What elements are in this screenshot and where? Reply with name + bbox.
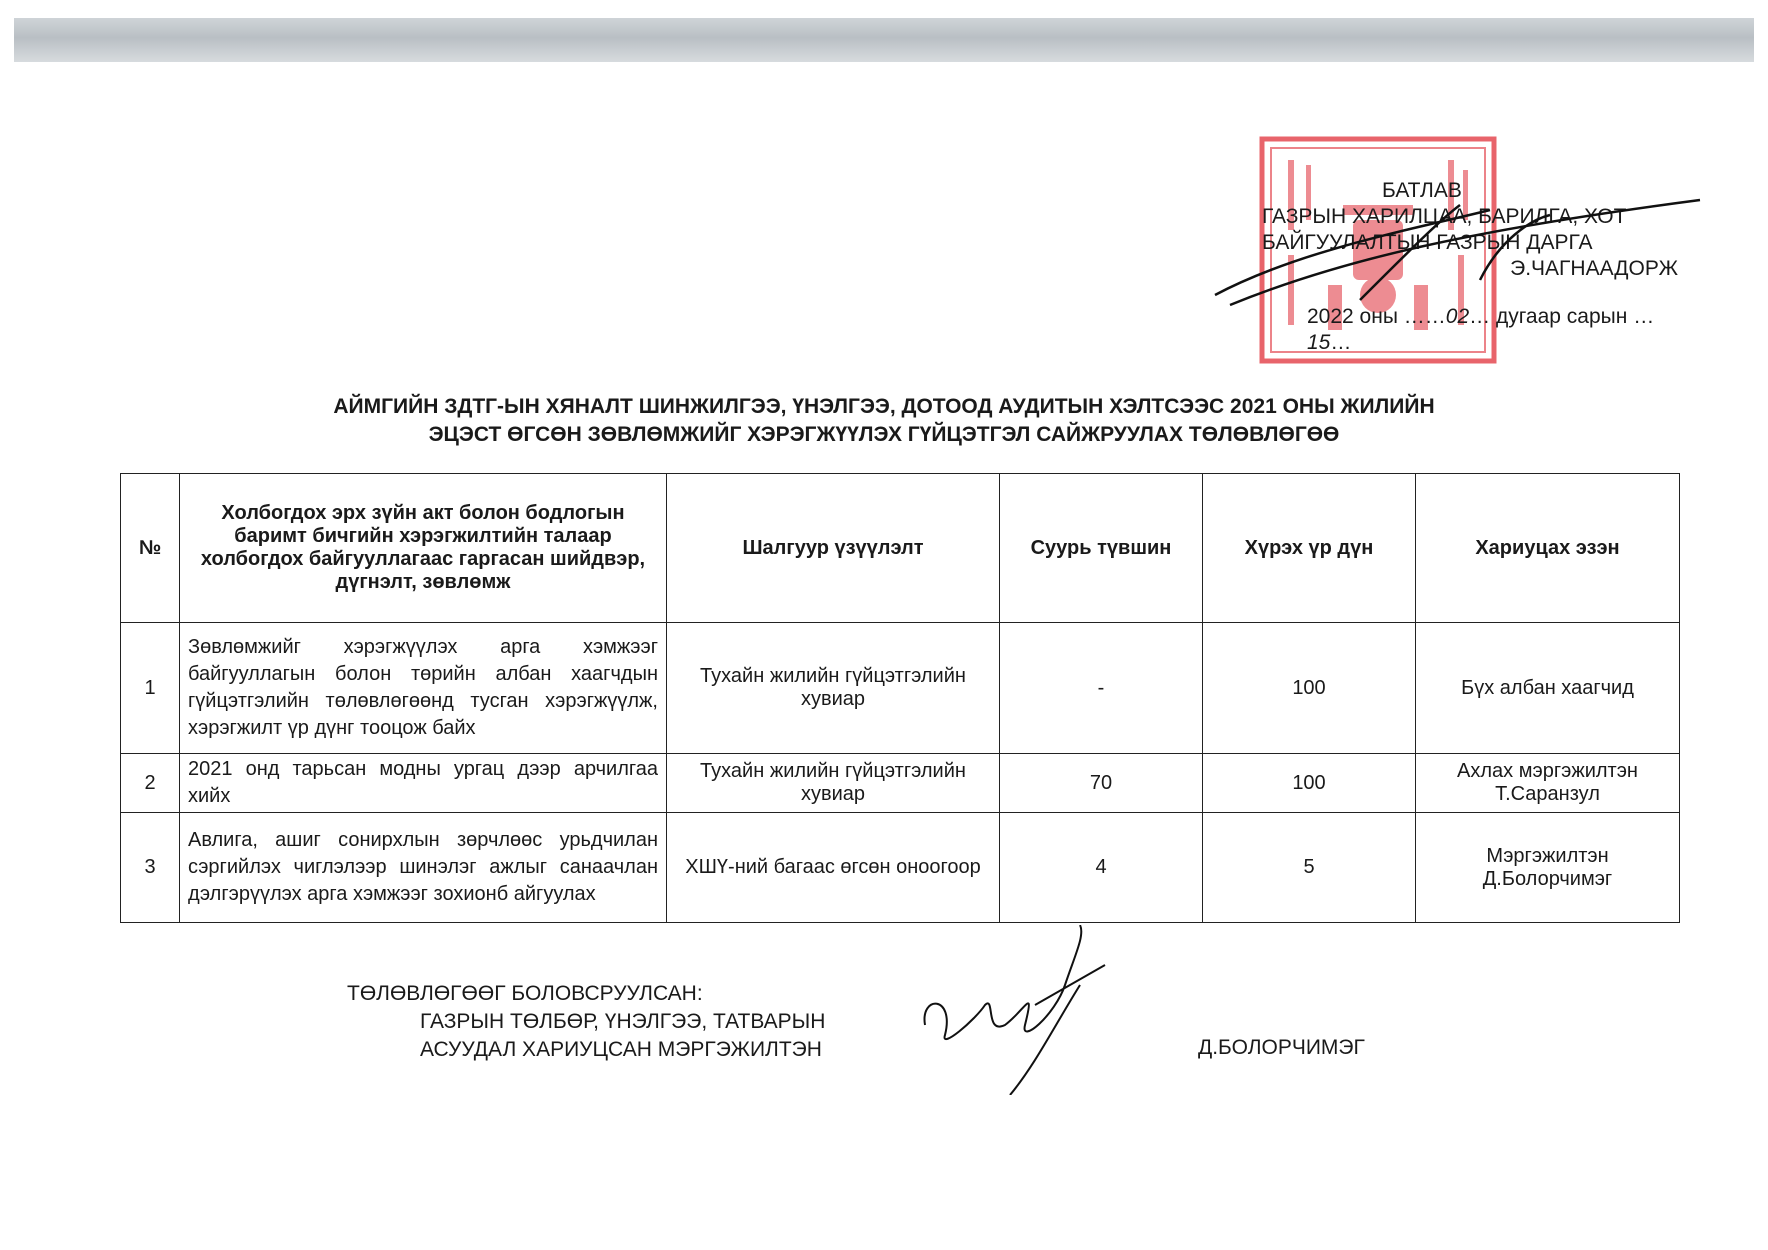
preparer-position-line2: АСУУДАЛ ХАРИУЦСАН МЭРГЭЖИЛТЭН <box>420 1038 822 1061</box>
cell-criteria: Тухайн жилийн гүйцэтгэлийн хувиар <box>667 754 1000 813</box>
preparer-position-line1: ГАЗРЫН ТӨЛБӨР, ҮНЭЛГЭЭ, ТАТВАРЫН <box>420 1010 826 1033</box>
cell-responsible: Бүх албан хаагчид <box>1416 623 1680 754</box>
approval-heading: БАТЛАВ <box>1382 179 1462 202</box>
cell-responsible: Ахлах мэргэжилтэн Т.Саранзул <box>1416 754 1680 813</box>
cell-recommendation: 2021 онд тарьсан модны ургац дээр арчилгаа хийх <box>180 754 667 813</box>
cell-target: 5 <box>1203 813 1416 923</box>
cell-recommendation: Зөвлөмжийг хэрэгжүүлэх арга хэмжээг байгууллагын болон төрийн албан хаагчдын гүйцэтгэлийн төлөвлөгөөнд тусган хэрэгжүүлж, хэрэгжилт үр дүнг тооцож байх <box>180 623 667 754</box>
header-criteria: Шалгуур үзүүлэлт <box>667 474 1000 623</box>
date-day-value: 15 <box>1307 331 1331 354</box>
approval-position-line2: БАЙГУУЛАЛТЫН ГАЗРЫН ДАРГА <box>1262 231 1593 254</box>
date-month-label: дугаар сарын <box>1495 305 1628 328</box>
table-header-row <box>121 474 1680 623</box>
cell-target: 100 <box>1203 754 1416 813</box>
cell-target: 100 <box>1203 623 1416 754</box>
cell-responsible: Мэргэжилтэн Д.Болорчимэг <box>1416 813 1680 923</box>
cell-number: 1 <box>121 623 180 754</box>
scan-edge-bar <box>14 18 1754 62</box>
preparer-signature <box>915 925 1115 1095</box>
table-row <box>121 623 1680 754</box>
cell-criteria: Тухайн жилийн гүйцэтгэлийн хувиар <box>667 623 1000 754</box>
document-title <box>0 393 1768 449</box>
table-row <box>121 813 1680 923</box>
table-row <box>121 754 1680 813</box>
cell-number: 3 <box>121 813 180 923</box>
header-recommendation: Холбогдох эрх зүйн акт болон бодлогын баримт бичгийн хэрэгжилтийн талаар холбогдох байгууллагаас гаргасан шийдвэр, дүгнэлт, зөвлөмж <box>180 474 667 623</box>
approval-date: 2022 оны ……02… дугаар сарын …15… <box>1307 305 1655 354</box>
header-responsible: Хариуцах эзэн <box>1416 474 1680 623</box>
prepared-by-label: ТӨЛӨВЛӨГӨӨГ БОЛОВСРУУЛСАН: <box>347 982 703 1005</box>
prepared-by-block <box>347 980 825 1064</box>
header-number: № <box>121 474 180 623</box>
approval-name: Э.ЧАГНААДОРЖ <box>1510 257 1678 280</box>
title-line1: АЙМГИЙН ЗДТГ-ЫН ХЯНАЛТ ШИНЖИЛГЭЭ, ҮНЭЛГЭЭ, ДОТООД АУДИТЫН ХЭЛТСЭЭС 2021 ОНЫ ЖИЛИЙН <box>333 395 1435 418</box>
title-line2: ЭЦЭСТ ӨГСӨН ЗӨВЛӨМЖИЙГ ХЭРЭГЖҮҮЛЭХ ГҮЙЦЭТГЭЛ САЙЖРУУЛАХ ТӨЛӨВЛӨГӨӨ <box>428 423 1340 446</box>
preparer-name: Д.БОЛОРЧИМЭГ <box>1198 1036 1365 1059</box>
plan-table <box>120 473 1680 923</box>
cell-recommendation: Авлига, ашиг сонирхлын зөрчлөөс урьдчилан сэргийлэх чиглэлээр шинэлэг ажлыг санаачлан дэлгэрүүлэх арга хэмжээг зохионб айгуулах <box>180 813 667 923</box>
approval-position-line1: ГАЗРЫН ХАРИЛЦАА, БАРИЛГА, ХОТ <box>1262 205 1627 228</box>
cell-baseline: - <box>1000 623 1203 754</box>
cell-criteria: ХШҮ-ний багаас өгсөн оноогоор <box>667 813 1000 923</box>
date-year: 2022 оны <box>1307 305 1398 328</box>
header-baseline: Суурь түвшин <box>1000 474 1203 623</box>
cell-baseline: 70 <box>1000 754 1203 813</box>
cell-number: 2 <box>121 754 180 813</box>
approval-signature <box>1210 190 1710 310</box>
date-month-value: 02 <box>1445 305 1470 328</box>
header-target: Хүрэх үр дүн <box>1203 474 1416 623</box>
cell-baseline: 4 <box>1000 813 1203 923</box>
